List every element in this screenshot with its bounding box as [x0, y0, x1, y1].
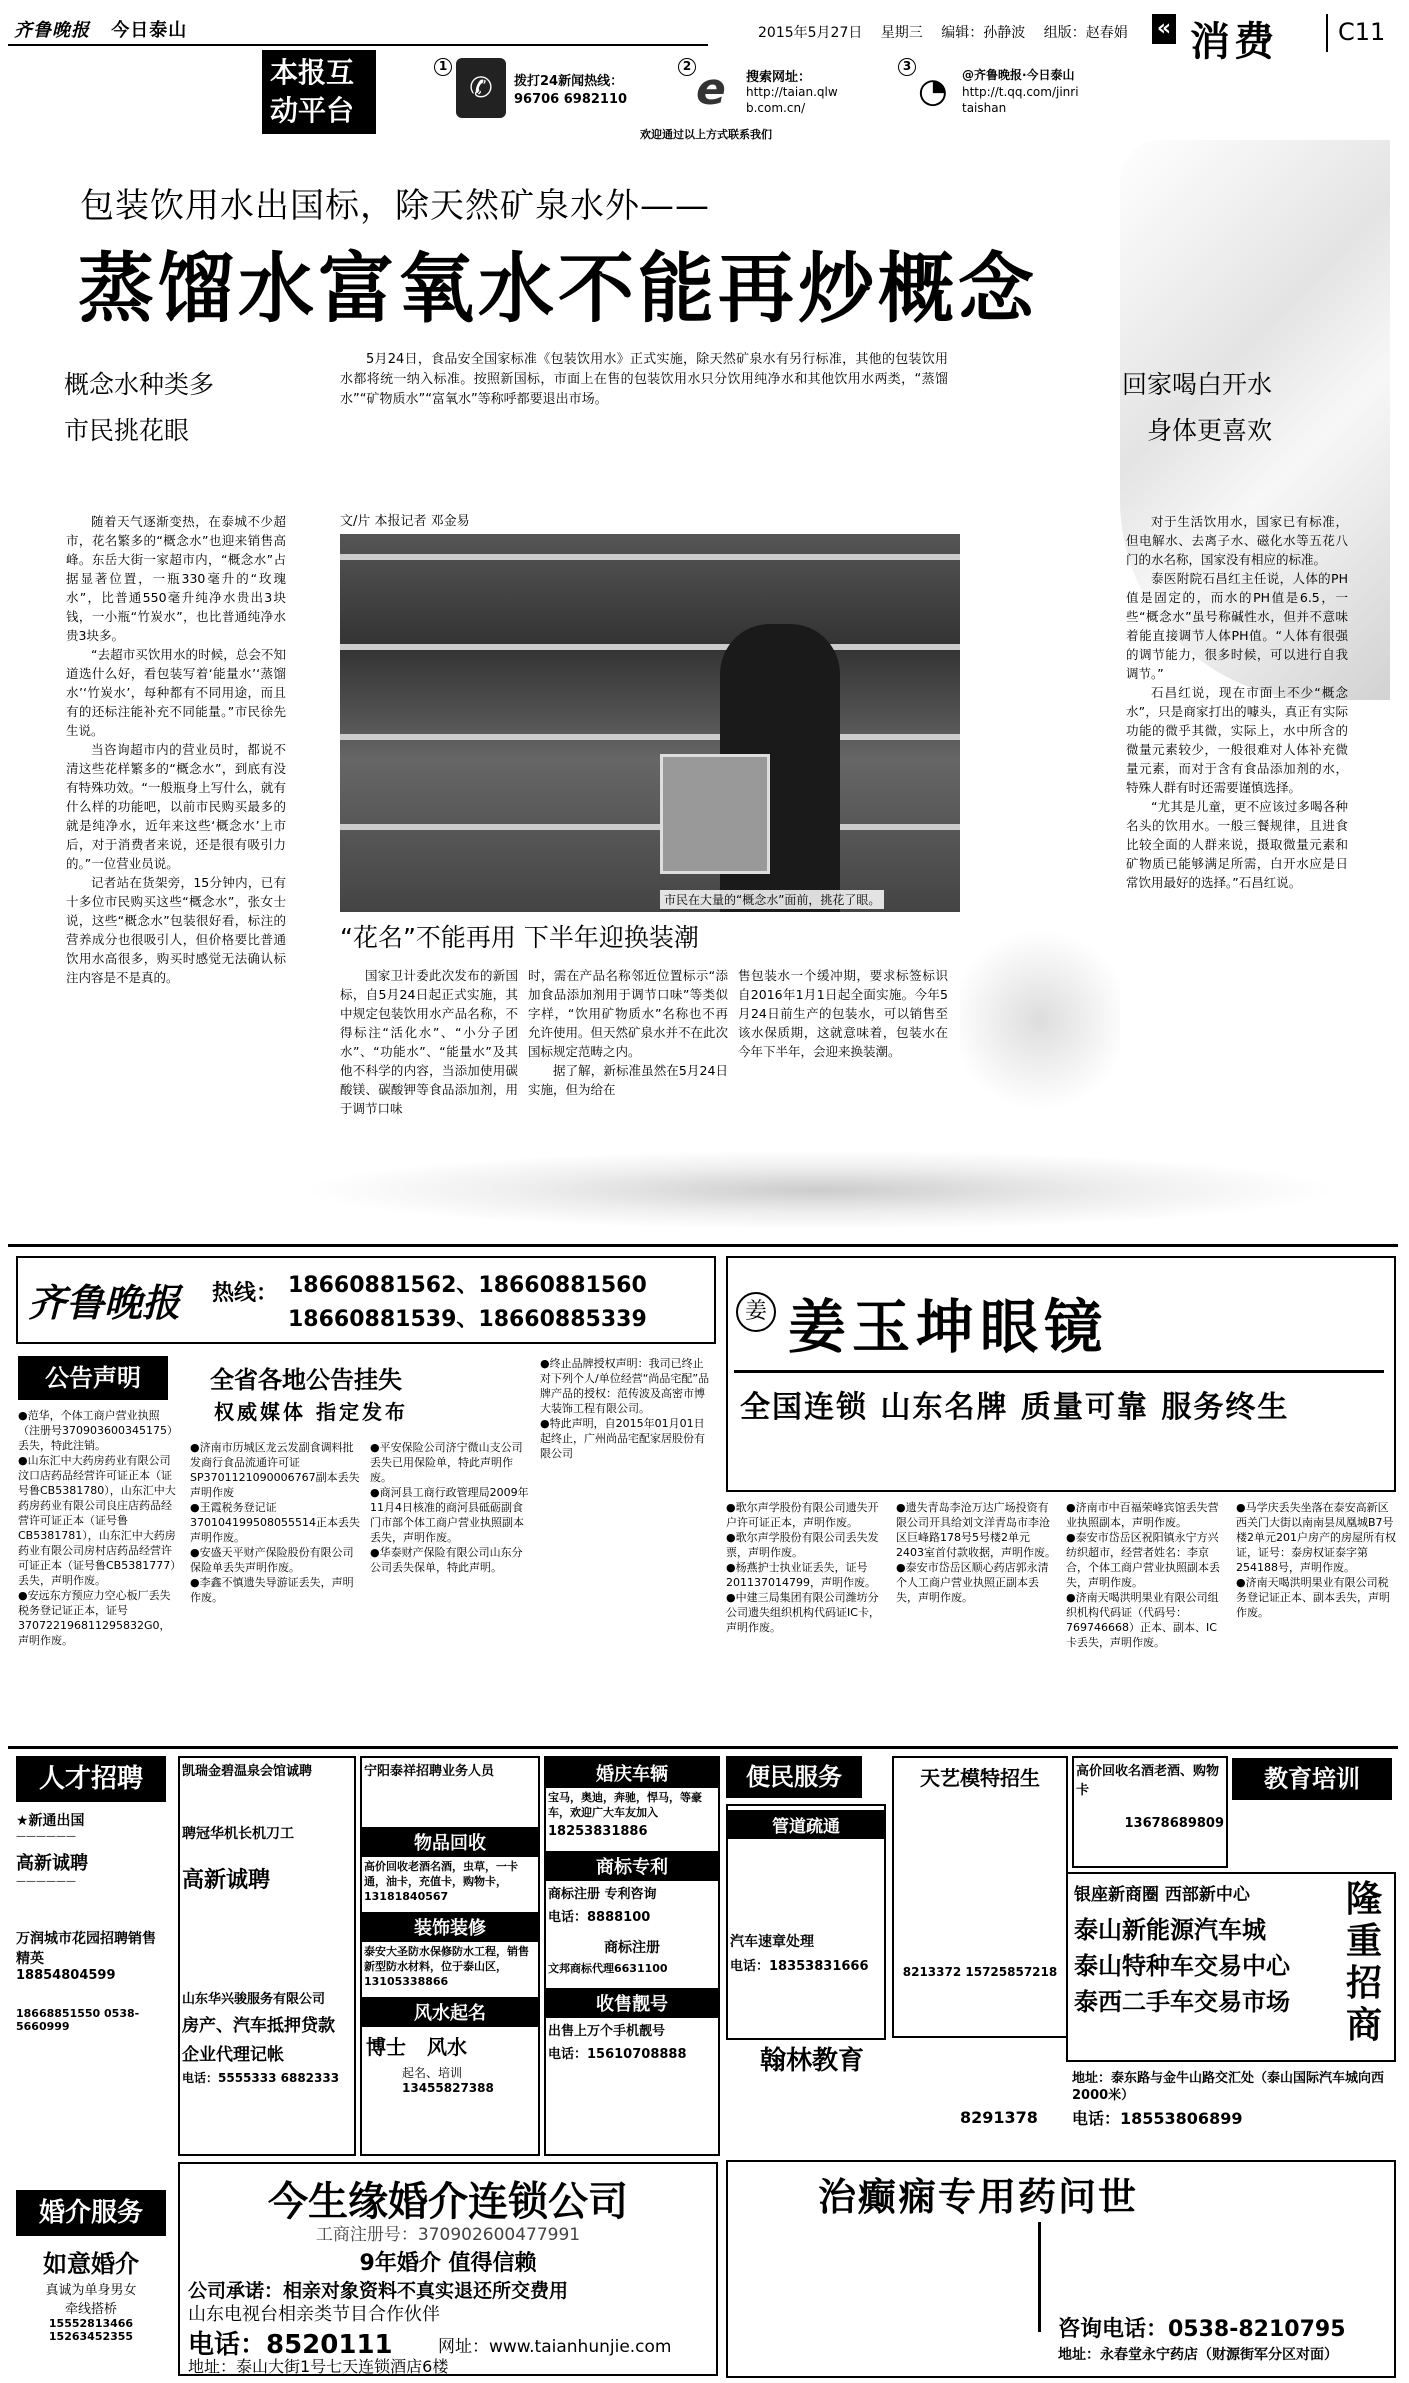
right-column: 对于生活饮用水，国家已有标准，但电解水、去离子水、磁化水等五花八门的水名称，国家没有相应的标准。 泰医附院石昌红主任说，人体的PH值是固定的，而水的PH值是6.5，一些“概念水”虽号称碱性水，但并不意味着能直接调节人体PH值。“人体有很强的调节能力，很多时候，可以进行自我调节。” 石昌红说，现在市面上不少“概念水”，只是商家打出的噱头，真正有实际功能的微乎其微，实际上，水中所含的微量元素较少，一般很难对人体补充微量元素，而对于含有食品添加剂的水，特殊人群有时还需要谨慎选择。 “尤其是儿童，更不应该过多喝各种名头的饮用水。一般三餐规律，且进食比较全面的人群来说，摄取微量元素和矿物质已能够满足所需，白开水应是日常饮用最好的选择。”石昌红说。: [1126, 514, 1348, 890]
section-name: 消费: [1190, 19, 1278, 65]
fashion-ad: 天艺模特招生 8213372 15725857218: [892, 1756, 1068, 2038]
notice-title: 全省各地公告挂失: [210, 1366, 402, 1394]
weibo-icon: ◔: [918, 71, 948, 111]
marriage-tag: 婚介服务: [16, 2190, 166, 2236]
epilepsy-ad: 治癫痫专用药问世 咨询电话：0538-8210795 地址：永春堂永宁药店（财源街军分区对面）: [726, 2160, 1396, 2378]
page-number: C11: [1338, 18, 1386, 46]
interact-items: ✆ 1 拨打24新闻热线： 96706 6982110 2 e 搜索网址： http://taian.qlwb.com.cn/ 3 ◔ @齐鲁晚报·今日泰山 http://t.qq.com/jinritaishan: [380, 58, 1390, 124]
convenience-tag: 便民服务: [726, 1756, 862, 1798]
glasses-ad: 姜 姜玉坤眼镜 全国连锁 山东名牌 质量可靠 服务终生: [726, 1256, 1396, 1492]
car-address: 地址：泰东路与金牛山路交汇处（泰山国际汽车城向西2000米）: [1072, 2071, 1385, 2103]
subhead-right: 回家喝白开水 身体更喜欢: [1122, 370, 1273, 445]
middle-col-2: 时，需在产品名称邻近位置标示“添加食品添加剂用于调节口味”等类似字样，“饮用矿物质水”名称也不再允许使用。但天然矿泉水并不在此次国标规定范畴之内。 据了解，新标准虽然在5月24日实施，但为给在: [528, 968, 729, 1097]
phone-icon: ✆: [456, 58, 506, 118]
middle-col-3: 售包装水一个缓冲期，要求标签标识自2016年1月1日起全面实施。今年5月24日前生产的包装水，可以销售至该水保质期，这就意味着，包装水在今年下半年，会迎来换装潮。: [738, 968, 948, 1059]
editor: 编辑：孙静波: [941, 25, 1026, 41]
notice-col-2: ●济南市历城区龙云发副食调料批发商行食品流通许可证SP3701121090006767副本丢失声明作废 ●王霞税务登记证370104199508055514正本丢失声明作废。 ●安盛天平财产保险股份有限公司保险单丢失声明作废。 ●李鑫不慎遗失导游证丢失，声明作废。: [190, 1441, 360, 1604]
water-splash-image: [300, 1150, 1340, 1230]
car-ad: 银座新商圈 西部新中心 泰山新能源汽车城 泰山特种车交易中心 泰西二手车交易市场 隆重招商: [1066, 1872, 1396, 2062]
header-meta: [758, 22, 1128, 42]
weibo-link[interactable]: http://t.qq.com/jinritaishan: [962, 85, 1079, 115]
weekday: 星期三: [880, 25, 923, 41]
water-drops-image: [960, 920, 1120, 1120]
left-column: 随着天气逐渐变热，在泰城不少超市，花名繁多的“概念水”也迎来销售高峰。东岳大街一家超市内，“概念水”占据显著位置，一瓶330毫升的“玫瑰水”，比普通550毫升纯净水贵出3块钱，一小瓶“竹炭水”，也比普通纯净水贵3块多。 “去超市买饮用水的时候，总会不知道选什么好，看包装写着‘能量水’‘蒸馏水’‘竹炭水’，每种都有不同用途，而且有的还标注能补充不同能量。”市民徐先生说。 当咨询超市内的营业员时，都说不清这些花样繁多的“概念水”，到底有没有特殊功效。“一般瓶身上写什么，就有什么样的功能吧，以前市民购买最多的就是纯净水，近年来这些‘概念水’上市后，对于消费者来说，还是很有吸引力的。”一位营业员说。 记者站在货架旁，15分钟内，已有十多位市民购买这些“概念水”，张女士说，这些“概念水”包装很好看，标注的营养成分也很吸引人，但价格要比普通饮用水高很多，购买时感觉无法确认标注内容是不是真的。: [66, 514, 286, 985]
notice-col-1: ●范华，个体工商户营业执照（注册号370903600345175）丢失，特此注销。 ●山东汇中大药房药业有限公司汶口店药品经营许可证正本（证号鲁CB5381780），山东汇中大药房药业有限公司良庄店药品经营许可证正本（证号鲁CB5381781），山东汇中大药房药业有限公司房村店药品经营许可证正本（证号鲁CB5381777）丢失，声明作废。 ●安远东方预应力空心板厂丢失税务登记证正本，证号370722196811295832G0，声明作废。: [18, 1409, 178, 1647]
classified-col-1: 凯瑞金碧温泉会馆诚聘 聘冠华机长机刀工 高新诚聘 山东华兴骏服务有限公司 房产、汽车抵押贷款 企业代理记帐 电话：5555333 6882333: [178, 1756, 356, 2156]
recycle-ad: 高价回收名酒老酒、购物卡 13678689809: [1072, 1756, 1228, 1868]
talent-tag: 人才招聘: [16, 1756, 166, 1802]
classified-col-2: 宁阳泰祥招聘业务人员 物品回收 高价回收老酒名酒，虫草，一卡通，油卡，充值卡，购物卡，13181840567 装饰装修 泰安大圣防水保修防水工程，销售新型防水材料，位于泰山区，13105338866 风水起名 博士 风水 起名、培训 13455827388: [360, 1756, 540, 2156]
kicker: 包装饮用水出国标，除天然矿泉水外——: [80, 186, 710, 226]
notice-col-5: ●歌尔声学股份有限公司遗失开户许可证正本，声明作废。 ●歌尔声学股份有限公司丢失发票，声明作废。 ●杨燕护士执业证丢失，证号201137014799，声明作废。 ●中建三局集团有限公司潍坊分公司遗失组织机构代码证IC卡，声明作废。: [726, 1501, 880, 1634]
notice-col-7: ●济南市中百福荣峰宾馆丢失营业执照副本，声明作废。 ●泰安市岱岳区祝阳镇永宁方兴纺织超市，经营者姓名：李京合，个体工商户营业执照副本丢失，声明作废。 ●济南天喝洪明果业有限公司组织机构代码证（代码号：769746668）正本、副本、IC卡丢失，声明作废。: [1066, 1501, 1220, 1649]
date: 2015年5月27日: [758, 25, 863, 41]
education-tag: 教育培训: [1232, 1758, 1392, 1800]
notice-col-4: ●终止品牌授权声明：我司已终止对下列个人/单位经营“尚品宅配”品牌产品的授权：范传波及高密市博大装饰工程有限公司。 ●特此声明，自2015年01月01日起终止，广州尚品宅配家居股份有限公司: [540, 1357, 710, 1460]
website-link[interactable]: http://taian.qlwb.com.cn/: [746, 85, 838, 115]
byline: 文/片 本报记者 邓金易: [340, 514, 470, 529]
notice-col-6: ●遗失青岛李沧万达广场投资有限公司开具给刘文洋青岛市李沧区巨峰路178号5号楼2单元2403室首付款收据，声明作废。 ●泰安市岱岳区顺心药店郭永清个人工商户营业执照正副本丢失，声明作废。: [896, 1501, 1056, 1604]
middle-col-1: 国家卫计委此次发布的新国标，自5月24日起正式实施，其中规定包装饮用水产品名称，不得标注“活化水”、“小分子团水”、“功能水”、“能量水”及其他不科学的内容，当添加使用碳酸镁、碳酸钾等食品添加剂，用于调节口味: [340, 968, 518, 1116]
browser-icon: e: [696, 64, 726, 115]
chevron-icon: «: [1152, 14, 1176, 44]
hanlin-phone: 8291378: [960, 2108, 1038, 2127]
notice-col-3: ●平安保险公司济宁微山支公司丢失已用保险单，特此声明作废。 ●商河县工商行政管理局2009年11月4日核准的商河县砥砺副食门市部个体工商户营业执照副本丢失，声明作废。 ●华泰财产保险有限公司山东分公司丢失保单，特此声明。: [370, 1441, 529, 1574]
car-phone: 电话：18553806899: [1072, 2109, 1243, 2128]
designer: 组版：赵春娟: [1043, 25, 1128, 41]
talent-lines: ★新通出国 —————— 高新诚聘 —————— 万润城市花园招聘销售精英 18854804599 18668851550 0538-5660999: [16, 1813, 156, 2033]
hanlin-title: 翰林教育: [759, 2046, 864, 2076]
glasses-logo-icon: 姜: [736, 1292, 776, 1332]
lead-paragraph: 5月24日，食品安全国家标准《包装饮用水》正式实施，除天然矿泉水有另行标准，其他的包装饮用水都将统一纳入标准。按照新国标，市面上在售的包装饮用水只分饮用纯净水和其他饮用水两类，“蒸馏水”“矿物质水”“富氧水”等称呼都要退出市场。: [340, 352, 948, 407]
convenience-box: 管道疏通 汽车速章处理 电话：18353831666: [726, 1804, 886, 2040]
supermarket-photo: [340, 534, 960, 912]
notice-col-8: ●马学庆丢失坐落在泰安高新区西关门大街以南南昙凤凰城B7号楼2单元201户房产的房屋所有权证，证号：泰房权证泰字第254188号，声明作废。 ●济南天喝洪明果业有限公司税务登记证正本、副本丢失，声明作废。: [1236, 1501, 1396, 1619]
wedding-ad: 今生缘婚介连锁公司 工商注册号：370902600477991 9年婚介 值得信赖 公司承诺：相亲对象资料不真实退还所交费用 山东电视台相亲类节目合作伙伴 电话：8520111 网址：www.taianhunjie.com 地址：泰山大街1号七天连锁酒店6楼: [178, 2162, 718, 2376]
hotline-box: 齐鲁晚报 热线： 18660881562、18660881560 18660881539、18660885339: [16, 1256, 716, 1344]
subhead-middle: “花名”不能再用 下半年迎换装潮: [340, 923, 699, 952]
subhead-left: 概念水种类多 市民挑花眼: [64, 370, 215, 445]
paper-name: 齐鲁晚报 今日泰山: [14, 20, 188, 41]
headline: 蒸馏水富氧水不能再炒概念: [78, 244, 1038, 333]
edition-name: 今日泰山: [111, 20, 188, 41]
marriage-lines: 如意婚介 真诚为单身男女 牵线搭桥 15552813466 15263452355: [43, 2250, 139, 2343]
notice-sub: 权威媒体 指定发布: [214, 1400, 408, 1424]
interact-welcome: 欢迎通过以上方式联系我们: [640, 128, 772, 141]
photo-caption: 市民在大量的“概念水”面前，挑花了眼。: [660, 890, 884, 909]
announce-tag: 公告声明: [18, 1356, 168, 1400]
interact-title: 本报互动平台: [262, 50, 376, 134]
classified-col-3: 婚庆车辆 宝马，奥迪，奔驰，悍马，等豪车，欢迎广大车友加入 18253831886 商标专利 商标注册 专利咨询 电话：8888100 商标注册 文邦商标代理6631100 收售靓号 出售上万个手机靓号 电话：15610708888: [544, 1756, 720, 2156]
